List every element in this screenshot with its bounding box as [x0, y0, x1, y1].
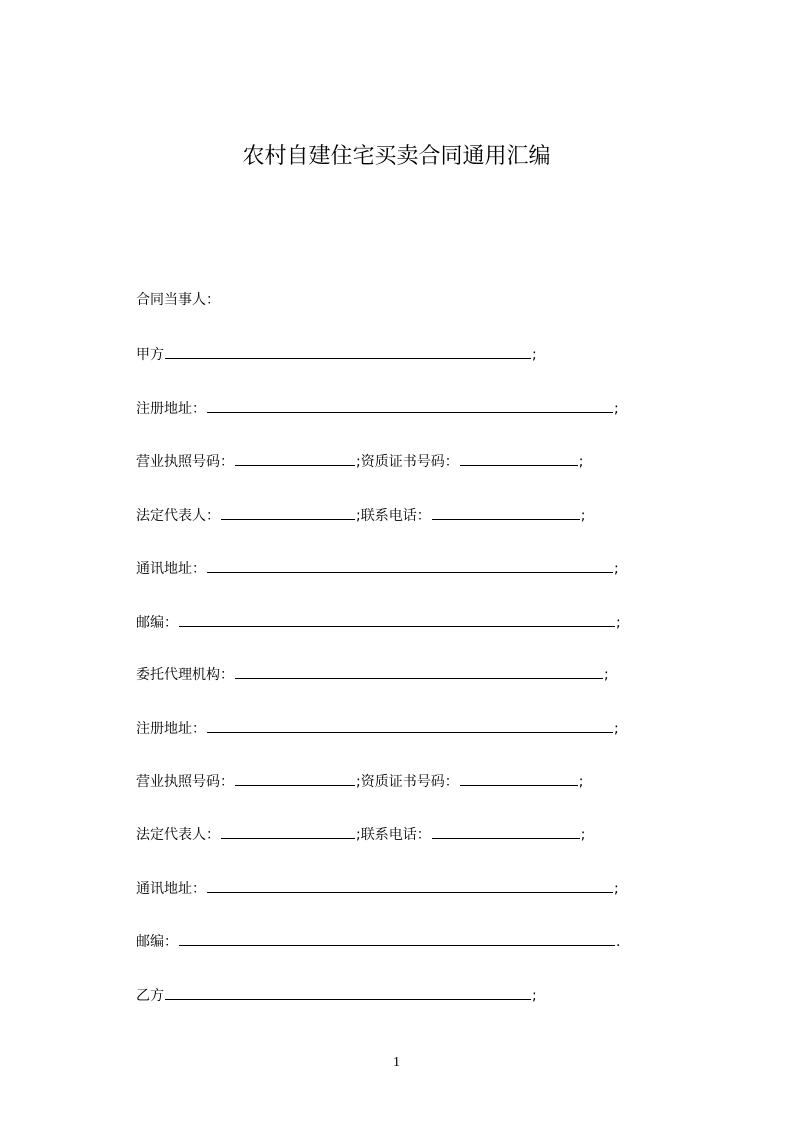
party-b-label: 乙方: [136, 988, 164, 1004]
postcode-label: 邮编：: [136, 934, 178, 950]
legal-rep-label: 法定代表人：: [136, 827, 220, 843]
a-legal-rep-line: [136, 505, 585, 525]
page-number: 1: [393, 1055, 400, 1070]
legal-rep-blank[interactable]: [221, 505, 355, 520]
line-end: ;: [614, 881, 619, 897]
line-end: ;: [616, 615, 621, 631]
party-a-label: 甲方: [136, 347, 164, 363]
phone-label: 联系电话：: [360, 827, 431, 843]
a-mail-address-line: [136, 558, 619, 578]
party-b-line: [136, 985, 537, 1005]
agent-blank[interactable]: [235, 664, 603, 679]
license-blank[interactable]: [235, 771, 355, 786]
agent-postcode-line: [136, 931, 620, 951]
qualification-label: 资质证书号码：: [360, 774, 459, 790]
line-end: .: [616, 934, 621, 950]
reg-address-label: 注册地址：: [136, 401, 206, 417]
parties-heading: 合同当事人：: [136, 292, 220, 308]
reg-address-blank[interactable]: [207, 718, 613, 733]
party-a-blank[interactable]: [165, 344, 531, 359]
line-end: ;: [580, 508, 586, 524]
separator: ;: [356, 774, 361, 790]
legal-rep-blank[interactable]: [221, 824, 355, 839]
separator: ;: [356, 454, 361, 470]
document-title: 农村自建住宅买卖合同通用汇编: [242, 144, 551, 169]
postcode-blank[interactable]: [179, 931, 615, 946]
line-end: ;: [578, 774, 584, 790]
line-end: ;: [580, 827, 586, 843]
mail-address-label: 通讯地址：: [136, 561, 206, 577]
a-license-line: [136, 451, 583, 471]
mail-address-blank[interactable]: [207, 878, 613, 893]
agent-line: [136, 664, 609, 684]
line-end: ;: [578, 454, 584, 470]
reg-address-label: 注册地址：: [136, 721, 206, 737]
phone-blank[interactable]: [432, 824, 580, 839]
line-end: ;: [604, 667, 609, 683]
agent-mail-address-line: [136, 878, 619, 898]
mail-address-blank[interactable]: [207, 558, 613, 573]
line-end: ;: [614, 401, 619, 417]
mail-address-label: 通讯地址：: [136, 881, 206, 897]
agent-label: 委托代理机构：: [136, 667, 234, 683]
separator: ;: [356, 827, 361, 843]
line-end: ;: [614, 561, 619, 577]
a-postcode-line: [136, 612, 621, 632]
phone-blank[interactable]: [432, 505, 580, 520]
qualification-label: 资质证书号码：: [360, 454, 459, 470]
agent-license-line: [136, 771, 583, 791]
agent-reg-address-line: [136, 718, 619, 738]
party-a-line: [136, 344, 537, 364]
party-b-blank[interactable]: [165, 985, 531, 1000]
line-end: ;: [532, 347, 537, 363]
postcode-label: 邮编：: [136, 615, 178, 631]
reg-address-blank[interactable]: [207, 398, 613, 413]
license-label: 营业执照号码：: [136, 774, 234, 790]
a-reg-address-line: [136, 398, 619, 418]
separator: ;: [356, 508, 361, 524]
agent-legal-rep-line: [136, 824, 585, 844]
license-label: 营业执照号码：: [136, 454, 234, 470]
license-blank[interactable]: [235, 451, 355, 466]
line-end: ;: [532, 988, 537, 1004]
legal-rep-label: 法定代表人：: [136, 508, 220, 524]
phone-label: 联系电话：: [360, 508, 431, 524]
postcode-blank[interactable]: [179, 612, 615, 627]
qualification-blank[interactable]: [460, 771, 578, 786]
qualification-blank[interactable]: [460, 451, 578, 466]
line-end: ;: [614, 721, 619, 737]
